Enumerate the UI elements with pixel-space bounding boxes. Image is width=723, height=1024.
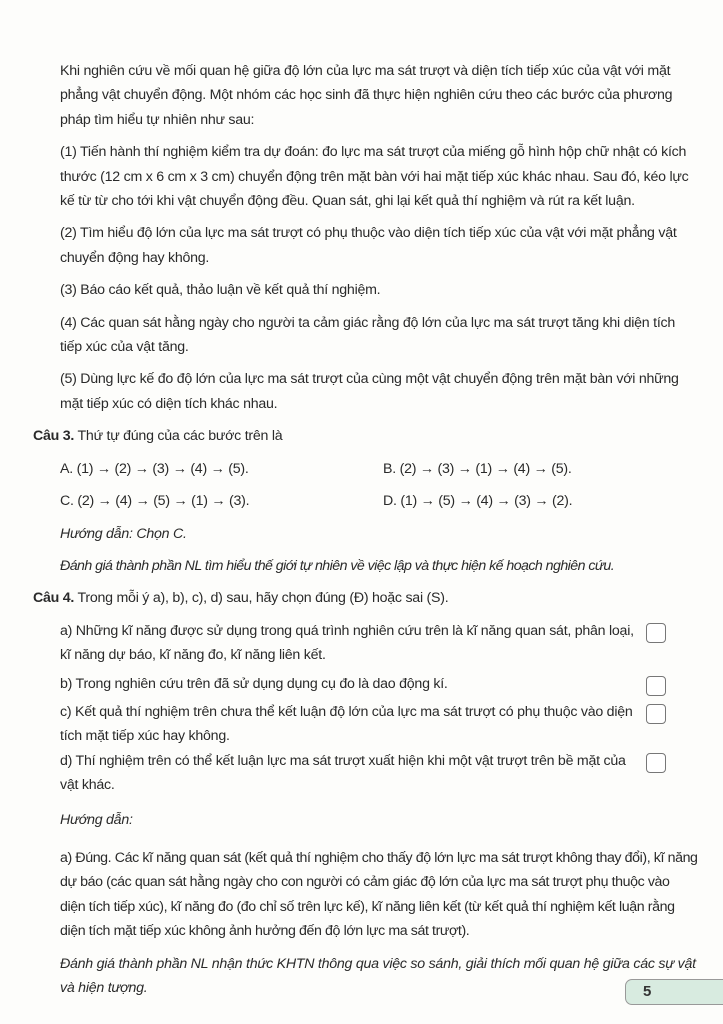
step-2: (2) Tìm hiểu độ lớn của lực ma sát trượt có phụ thuộc vào diện tích tiếp xúc của vật với mặt phẳng vật chuyển động hay không. [60, 225, 677, 266]
page-number: 5 [643, 983, 652, 1000]
question-3-options [33, 457, 698, 514]
statement-d [33, 749, 698, 798]
statement-b [33, 672, 698, 696]
question-4-answer-a: a) Đúng. Các kĩ năng quan sát (kết quả thí nghiệm cho thấy độ lớn lực ma sát trượt không thay đổi), kĩ năng dự báo (các quan sát hằng ngày cho con người có cảm giác độ lớn của lực ma sát trượt phụ thuộc vào diện tích tiếp xúc), kĩ năng đo (đo chỉ số trên lực kế), kĩ năng liên kết (từ kết quả thí nghiệm kết luận rằng diện tích mặt tiếp xúc không ảnh hưởng đến độ lớn lực ma sát trượt). [60, 849, 698, 940]
page-content [33, 59, 698, 1008]
intro-paragraph: Khi nghiên cứu về mối quan hệ giữa độ lớn của lực ma sát trượt và diện tích tiếp xúc của vật với mặt phẳng vật chuyển động. Một nhóm các học sinh đã thực hiện nghiên cứu theo các bước của phương pháp tìm hiểu tự nhiên như sau: [60, 63, 673, 128]
statement-a [33, 619, 698, 668]
statement-d-text: d) Thí nghiệm trên có thể kết luận lực ma sát trượt xuất hiện khi một vật trượt trên bề mặt của vật khác. [60, 752, 626, 794]
question-3-label: Câu 3. [33, 428, 75, 445]
question-3-guide: Hướng dẫn: Chọn C. [60, 525, 187, 542]
step-4: (4) Các quan sát hằng ngày cho người ta cảm giác rằng độ lớn của lực ma sát trượt tăng khi diện tích tiếp xúc của vật tăng. [60, 314, 675, 356]
question-3-assessment: Đánh giá thành phần NL tìm hiểu thế giới tự nhiên về việc lập và thực hiện kế hoạch nghiên cứu. [60, 557, 615, 574]
step-5: (5) Dùng lực kế đo độ lớn của lực ma sát trượt của cùng một vật chuyển động trên mặt bàn với những mặt tiếp xúc có diện tích khác nhau. [60, 371, 679, 412]
step-1: (1) Tiến hành thí nghiệm kiểm tra dự đoán: đo lực ma sát trượt của miếng gỗ hình hộp chữ nhật có kích thước (12 cm x 6 cm x 3 cm) chuyển động trên mặt bàn với hai mặt tiếp xúc khác nhau. Sau đó, kéo lực kế từ từ cho tới khi vật chuyển động đều. Quan sát, ghi lại kết quả thí nghiệm và rút ra kết luận. [60, 144, 689, 210]
answer-checkbox-d[interactable] [646, 753, 666, 773]
option-b: B. (2) → (3) → (1) → (4) → (5). [383, 460, 572, 477]
answer-checkbox-c[interactable] [646, 704, 666, 724]
question-4-guide-label: Hướng dẫn: [60, 811, 133, 828]
question-3-text: Thứ tự đúng của các bước trên là [77, 428, 283, 445]
statement-a-text: a) Những kĩ năng được sử dụng trong quá trình nghiên cứu trên là kĩ năng quan sát, phân loại, kĩ năng dự báo, kĩ năng đo, kĩ năng liên kết. [60, 622, 634, 664]
answer-checkbox-a[interactable] [646, 623, 666, 643]
option-c: C. (2) → (4) → (5) → (1) → (3). [60, 493, 250, 510]
question-4-text: Trong mỗi ý a), b), c), d) sau, hãy chọn đúng (Đ) hoặc sai (S). [77, 590, 449, 607]
question-4 [33, 586, 698, 610]
question-3 [33, 424, 698, 448]
question-4-label: Câu 4. [33, 590, 75, 607]
option-d: D. (1) → (5) → (4) → (3) → (2). [383, 493, 573, 510]
option-a: A. (1) → (2) → (3) → (4) → (5). [60, 460, 249, 477]
statement-c-text: c) Kết quả thí nghiệm trên chưa thể kết luận độ lớn của lực ma sát trượt có phụ thuộc vào diện tích mặt tiếp xúc hay không. [60, 703, 633, 745]
statement-c [33, 700, 698, 749]
statement-b-text: b) Trong nghiên cứu trên đã sử dụng dụng cụ đo là dao động kí. [60, 675, 448, 692]
page-number-tab [625, 979, 723, 1005]
question-4-assessment: Đánh giá thành phần NL nhận thức KHTN thông qua việc so sánh, giải thích mối quan hệ giữa các sự vật và hiện tượng. [60, 955, 696, 996]
answer-checkbox-b[interactable] [646, 676, 666, 696]
step-3: (3) Báo cáo kết quả, thảo luận về kết quả thí nghiệm. [60, 282, 381, 299]
